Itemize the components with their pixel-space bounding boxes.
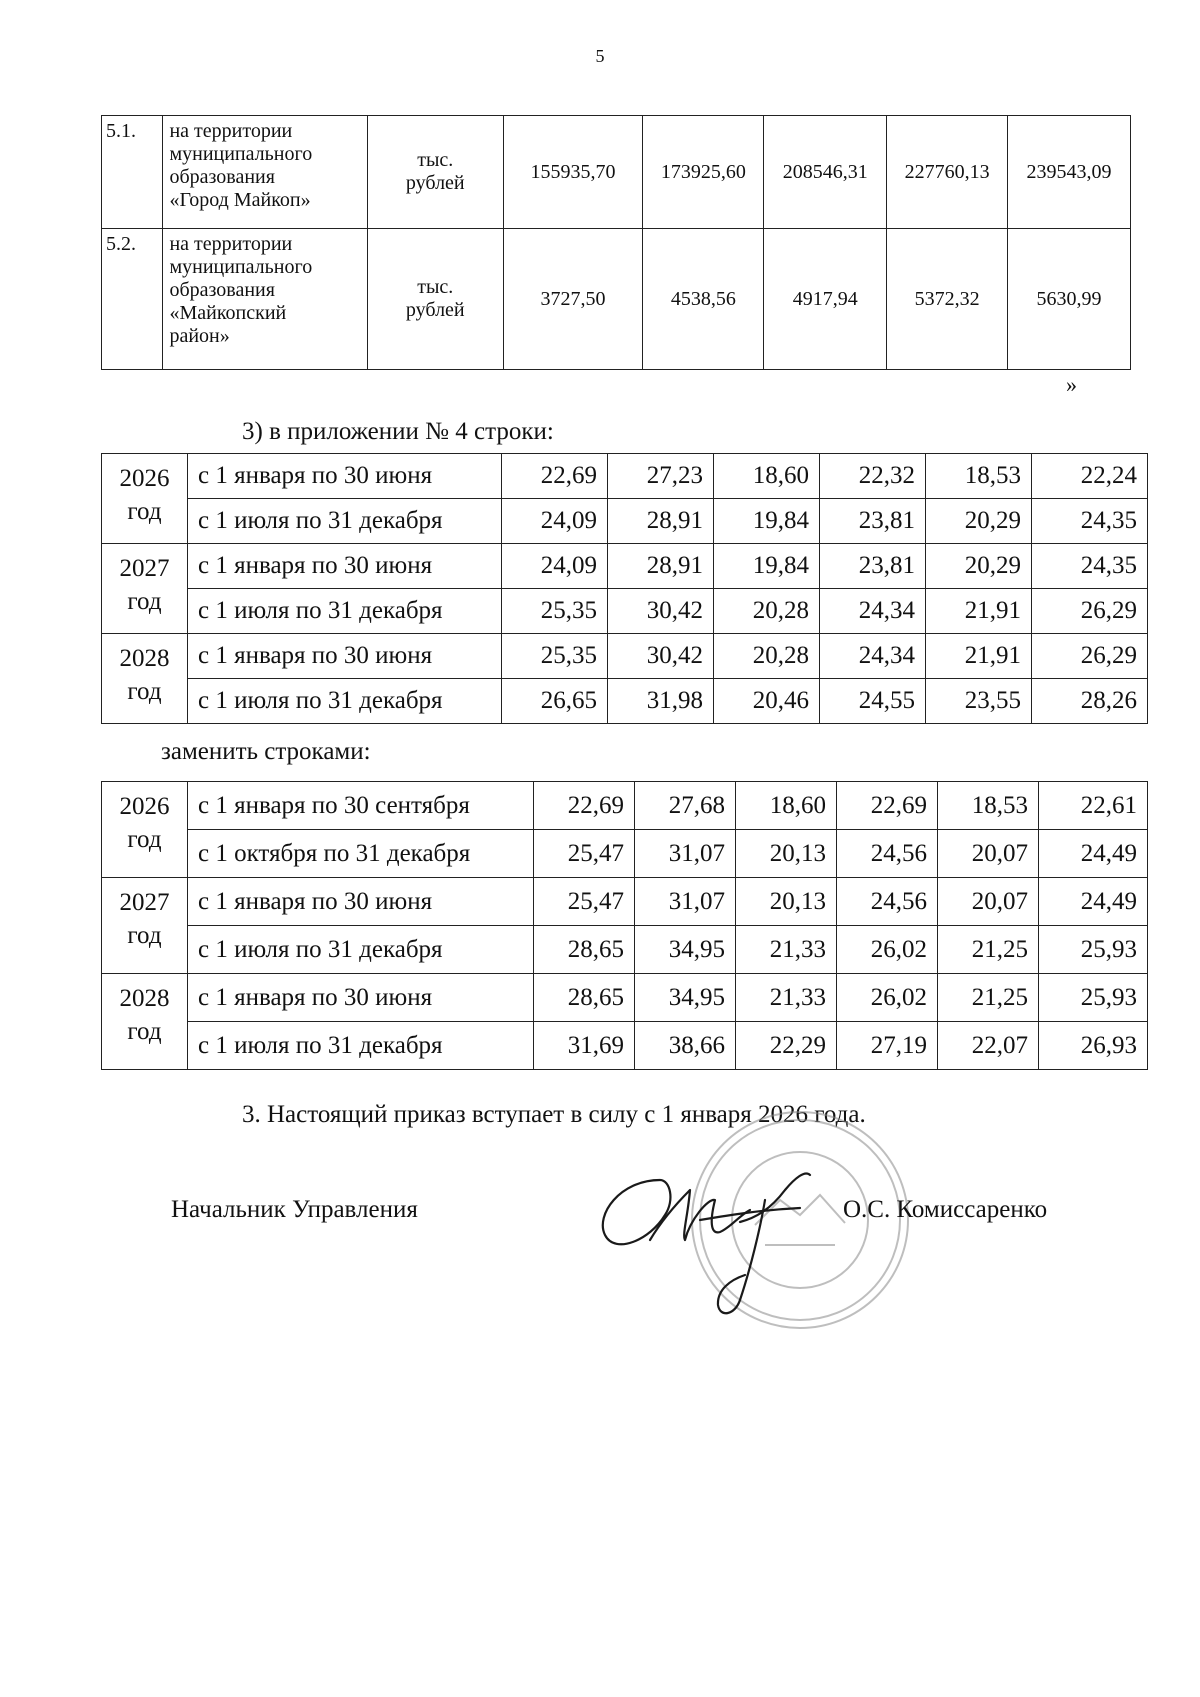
value-cell: 208546,31 [764, 116, 887, 229]
budget-table [101, 115, 1131, 370]
year-cell [102, 634, 188, 724]
value-cell: 20,13 [736, 878, 837, 926]
year-cell [102, 454, 188, 544]
desc-line: на территории [169, 120, 293, 142]
value-cell: 24,35 [1032, 499, 1148, 544]
table-row [102, 544, 1148, 589]
value-cell: 4538,56 [643, 229, 764, 370]
value-cell: 21,91 [926, 589, 1032, 634]
table-row [102, 782, 1148, 830]
value-cell: 18,53 [926, 454, 1032, 499]
closing-quote: » [1066, 372, 1077, 397]
table-row [102, 589, 1148, 634]
value-cell: 24,34 [820, 634, 926, 679]
year-unit-label: год [127, 498, 162, 525]
value-cell: 19,84 [714, 499, 820, 544]
value-cell: 18,60 [736, 782, 837, 830]
value-cell: 24,49 [1039, 830, 1148, 878]
table-row [102, 830, 1148, 878]
value-cell: 22,24 [1032, 454, 1148, 499]
year-unit-label: год [127, 922, 162, 949]
value-cell: 21,33 [736, 926, 837, 974]
year-cell [102, 544, 188, 634]
year-unit-label: год [127, 1018, 162, 1045]
value-cell: 20,13 [736, 830, 837, 878]
period-cell: с 1 июля по 31 декабря [188, 499, 502, 544]
value-cell: 20,28 [714, 634, 820, 679]
desc-line: образования [169, 279, 275, 301]
value-cell: 24,34 [820, 589, 926, 634]
value-cell: 23,81 [820, 499, 926, 544]
value-cell: 19,84 [714, 544, 820, 589]
value-cell: 173925,60 [643, 116, 764, 229]
row-description [163, 116, 368, 229]
desc-line: район» [169, 325, 230, 347]
value-cell: 20,28 [714, 589, 820, 634]
period-cell: с 1 января по 30 июня [188, 454, 502, 499]
value-cell: 24,56 [837, 830, 938, 878]
table-row [102, 454, 1148, 499]
value-cell: 23,81 [820, 544, 926, 589]
value-cell: 31,69 [534, 1022, 635, 1070]
row-number: 5.2. [102, 229, 163, 370]
value-cell: 28,26 [1032, 679, 1148, 724]
replace-label: заменить строками: [161, 738, 371, 765]
value-cell: 20,29 [926, 499, 1032, 544]
value-cell: 22,69 [502, 454, 608, 499]
value-cell: 26,65 [502, 679, 608, 724]
table-row [102, 878, 1148, 926]
table-row [102, 974, 1148, 1022]
value-cell: 25,47 [534, 830, 635, 878]
desc-line: образования [169, 166, 275, 188]
value-cell: 22,07 [938, 1022, 1039, 1070]
period-cell: с 1 июля по 31 декабря [188, 926, 534, 974]
period-cell: с 1 января по 30 июня [188, 974, 534, 1022]
value-cell: 26,93 [1039, 1022, 1148, 1070]
value-cell: 21,91 [926, 634, 1032, 679]
value-cell: 18,53 [938, 782, 1039, 830]
year-cell [102, 878, 188, 974]
value-cell: 24,35 [1032, 544, 1148, 589]
value-cell: 20,07 [938, 830, 1039, 878]
year-label: 2028 [119, 985, 170, 1012]
value-cell: 31,07 [635, 830, 736, 878]
period-cell: с 1 июля по 31 декабря [188, 1022, 534, 1070]
page-number: 5 [595, 46, 605, 66]
value-cell: 21,25 [938, 926, 1039, 974]
period-cell: с 1 января по 30 июня [188, 544, 502, 589]
desc-line: на территории [169, 233, 293, 255]
value-cell: 24,49 [1039, 878, 1148, 926]
value-cell: 26,29 [1032, 634, 1148, 679]
value-cell: 26,02 [837, 926, 938, 974]
unit-line: рублей [405, 172, 465, 194]
value-cell: 4917,94 [764, 229, 887, 370]
desc-line: «Город Майкоп» [169, 189, 311, 211]
value-cell: 24,55 [820, 679, 926, 724]
value-cell: 28,91 [608, 544, 714, 589]
value-cell: 25,35 [502, 634, 608, 679]
signature [590, 1160, 850, 1330]
period-cell: с 1 января по 30 июня [188, 634, 502, 679]
value-cell: 26,29 [1032, 589, 1148, 634]
value-cell: 5372,32 [887, 229, 1008, 370]
effective-date-clause: 3. Настоящий приказ вступает в силу с 1 января 2026 года. [242, 1101, 866, 1128]
value-cell: 31,98 [608, 679, 714, 724]
value-cell: 20,07 [938, 878, 1039, 926]
value-cell: 27,19 [837, 1022, 938, 1070]
value-cell: 22,61 [1039, 782, 1148, 830]
year-label: 2028 [119, 645, 170, 672]
value-cell: 26,02 [837, 974, 938, 1022]
year-cell [102, 974, 188, 1070]
value-cell: 23,55 [926, 679, 1032, 724]
row-description [163, 229, 368, 370]
desc-line: «Майкопский [169, 302, 287, 324]
unit-line: тыс. [417, 276, 454, 298]
table-row [102, 229, 1131, 370]
value-cell: 30,42 [608, 634, 714, 679]
value-cell: 25,35 [502, 589, 608, 634]
value-cell: 22,32 [820, 454, 926, 499]
year-label: 2027 [119, 889, 170, 916]
value-cell: 30,42 [608, 589, 714, 634]
value-cell: 34,95 [635, 926, 736, 974]
year-unit-label: год [127, 678, 162, 705]
signer-name: О.С. Комиссаренко [843, 1196, 1048, 1223]
value-cell: 24,56 [837, 878, 938, 926]
unit-line: рублей [405, 299, 465, 321]
value-cell: 27,23 [608, 454, 714, 499]
year-cell [102, 782, 188, 878]
signer-title: Начальник Управления [171, 1196, 418, 1223]
value-cell: 38,66 [635, 1022, 736, 1070]
value-cell: 31,07 [635, 878, 736, 926]
year-label: 2026 [119, 793, 170, 820]
value-cell: 22,69 [837, 782, 938, 830]
value-cell: 24,09 [502, 544, 608, 589]
period-cell: с 1 января по 30 сентября [188, 782, 534, 830]
row-unit [367, 229, 503, 370]
unit-line: тыс. [417, 149, 454, 171]
value-cell: 22,69 [534, 782, 635, 830]
year-label: 2026 [119, 465, 170, 492]
value-cell: 24,09 [502, 499, 608, 544]
value-cell: 25,93 [1039, 974, 1148, 1022]
tariff-table-old [101, 453, 1148, 724]
table-row [102, 1022, 1148, 1070]
period-cell: с 1 июля по 31 декабря [188, 589, 502, 634]
period-cell: с 1 июля по 31 декабря [188, 679, 502, 724]
value-cell: 239543,09 [1008, 116, 1131, 229]
table-row [102, 679, 1148, 724]
value-cell: 18,60 [714, 454, 820, 499]
heading-item-3: 3) в приложении № 4 строки: [242, 418, 554, 445]
value-cell: 27,68 [635, 782, 736, 830]
table-row [102, 926, 1148, 974]
desc-line: муниципального [169, 143, 313, 165]
value-cell: 25,93 [1039, 926, 1148, 974]
period-cell: с 1 октября по 31 декабря [188, 830, 534, 878]
value-cell: 28,65 [534, 974, 635, 1022]
value-cell: 20,29 [926, 544, 1032, 589]
value-cell: 28,65 [534, 926, 635, 974]
value-cell: 20,46 [714, 679, 820, 724]
value-cell: 25,47 [534, 878, 635, 926]
year-label: 2027 [119, 555, 170, 582]
desc-line: муниципального [169, 256, 313, 278]
year-unit-label: год [127, 588, 162, 615]
value-cell: 227760,13 [887, 116, 1008, 229]
table-row [102, 116, 1131, 229]
tariff-table-new [101, 781, 1148, 1070]
year-unit-label: год [127, 826, 162, 853]
value-cell: 155935,70 [503, 116, 643, 229]
value-cell: 22,29 [736, 1022, 837, 1070]
value-cell: 21,33 [736, 974, 837, 1022]
value-cell: 34,95 [635, 974, 736, 1022]
table-row [102, 634, 1148, 679]
value-cell: 21,25 [938, 974, 1039, 1022]
period-cell: с 1 января по 30 июня [188, 878, 534, 926]
value-cell: 5630,99 [1008, 229, 1131, 370]
value-cell: 28,91 [608, 499, 714, 544]
value-cell: 3727,50 [503, 229, 643, 370]
table-row [102, 499, 1148, 544]
row-unit [367, 116, 503, 229]
row-number: 5.1. [102, 116, 163, 229]
